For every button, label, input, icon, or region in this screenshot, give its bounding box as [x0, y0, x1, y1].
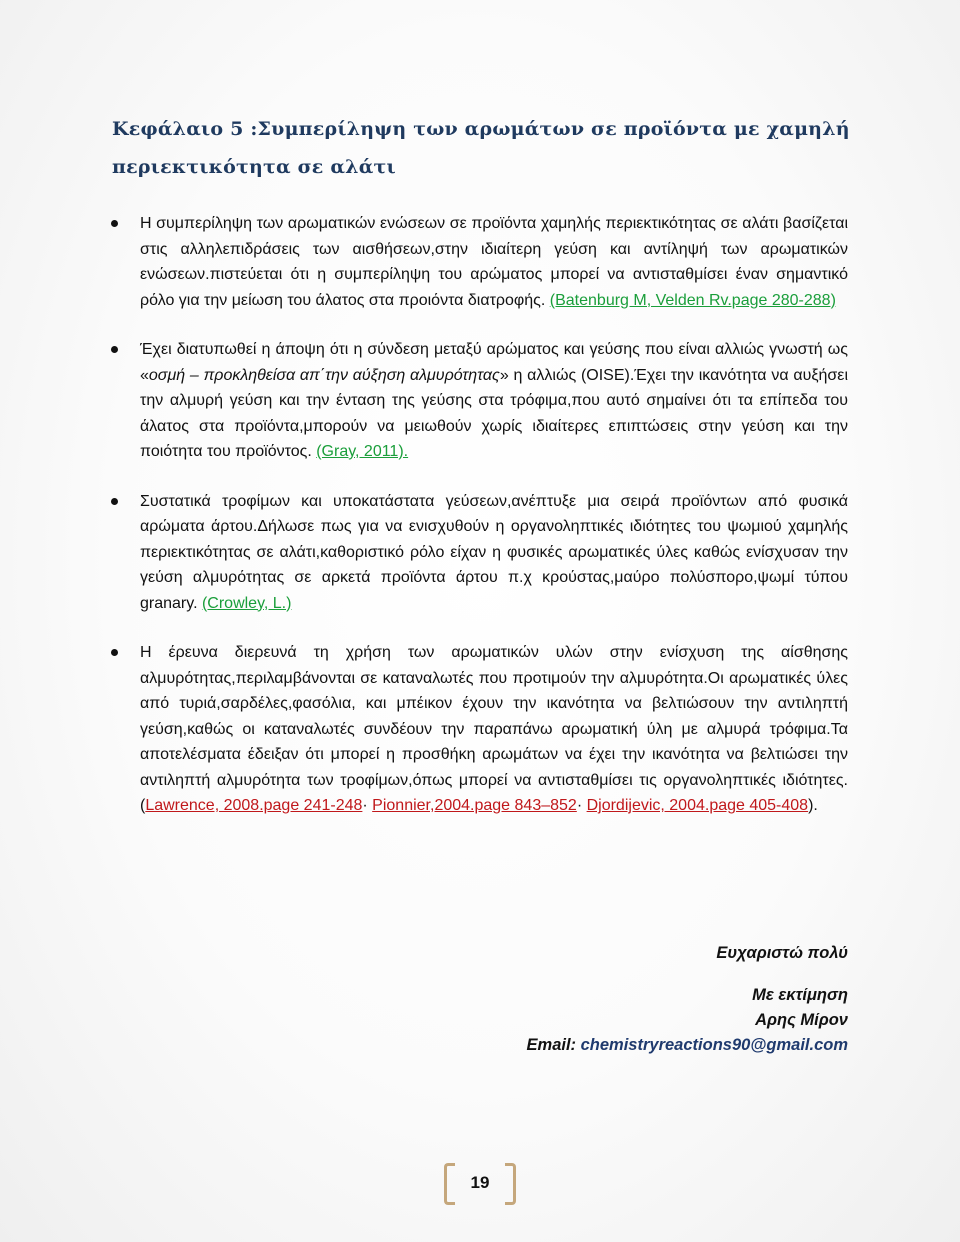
bullet-item [140, 640, 848, 819]
email-link[interactable]: chemistryreactions90@gmail.com [580, 1036, 848, 1054]
reference-link[interactable]: (Batenburg M, Velden Rv.page 280-288) [549, 291, 836, 309]
bullet-item [140, 337, 848, 465]
reference-link[interactable]: Djordijevic, 2004.page 405-408 [586, 797, 809, 814]
bullet-text: » η αλλιώς (OISE).Έχει την ικανότητα να αυξήσει την αλμυρή γεύση και την ένταση της γεύσης στα τρόφιμα,που αυτό σημαίνει ότι τα επίπεδα του άλατος στα προϊόντα,μπορούν να μειωθούν χωρίς ιδιαίτερες επιπτώσεις στην γεύση και την ποιότητα του προϊόντος. [140, 366, 848, 460]
bullet-item [140, 211, 848, 313]
reference-link[interactable]: Lawrence, 2008.page 241-248 [145, 797, 363, 814]
closing-thanks: Ευχαριστώ πολύ [716, 944, 848, 962]
email-label: Email: [526, 1036, 581, 1054]
closing-regards: Με εκτίμηση [752, 986, 848, 1004]
page-number: 19 [470, 1173, 490, 1192]
bullet-item [140, 489, 848, 617]
bullet-text: Έχει διατυπωθεί η άποψη ότι η σύνδεση μεταξύ αρώματος και γεύσης που είναι αλλιώς γνωστή ως « [140, 341, 848, 384]
reference-separator: · [362, 797, 373, 814]
chapter-title: Κεφάλαιο 5 :Συμπερίληψη των αρωμάτων σε προϊόντα με χαμηλή περιεκτικότητα σε αλάτι [112, 118, 850, 178]
bullet-list [140, 211, 848, 843]
bullet-text: Η συμπερίληψη των αρωματικών ενώσεων σε προϊόντα χαμηλής περιεκτικότητας σε αλάτι βασίζεται στις αλληλεπιδράσεις των αισθήσεων,στην ιδιαίτερη γεύση και αντίληψή των αρωματικών ενώσεων.πιστεύεται ότι η συμπερίληψη του αρώματος μπορεί να αντισταθμίσει έναν σημαντικό ρόλο για την μείωση του άλατος στα προιόντα διατροφής. [140, 215, 848, 309]
reference-link[interactable]: Pionnier,2004.page 843–852 [372, 797, 577, 814]
reference-separator: · [576, 797, 587, 814]
bullet-text: Συστατικά τροφίμων και υποκατάστατα γεύσεων,ανέπτυξε μια σειρά προϊόντων από φυσικά αρώματα άρτου.Δήλωσε πως για να ενισχυθούν η οργανοληπτικές ιδιότητες του ψωμιού χαμηλής περιεκτικότητας σε αλάτι,καθοριστικό ρόλο είχαν η φυσικές αρωματικές ύλες καθώς ενίσχυσαν την γεύση αλμυρότητας σε αρκετά προϊόντα άρτου π.χ κρούστας,μαύρο πολύσπορο,ψωμί τύπου granary. [140, 492, 848, 612]
author-name: Αρης Μίρον [755, 1011, 848, 1029]
page-number-box [444, 1163, 516, 1201]
reference-link[interactable]: (Crowley, L.) [201, 594, 292, 612]
bullet-text: Η έρευνα διερευνά τη χρήση των αρωματικών υλών στην ενίσχυση της αίσθησης αλμυρότητας,περιλαμβάνονται σε καταναλωτές που προτιμούν την αλμυρότητα.Οι αρωματικές ύλες από τυριά,σαρδέλες,φασόλια, και μπέικον έχουν την ικανότητα να βελτιώσουν την αντιληπτή γεύση,καθώς οι καταναλωτές συνδέουν την παραπάνω αρωματική ύλη με αλμυρά τρόφιμα.Τα αποτελέσματα έδειξαν ότι μπορεί η προσθήκη αρωμάτων να έχει την ικανότητα να βελτιώσει την αντιληπτή αλμυρότητα των τροφίμων,όπως μπορεί να αντισταθμίσει τις οργανοληπτικές ιδιότητες.( [140, 644, 848, 814]
email-line [527, 1036, 848, 1055]
bullet-italic-phrase: οσμή – προκληθείσα απ΄την αύξηση αλμυρότητας [148, 366, 500, 384]
bullet-text-end: ). [808, 797, 818, 814]
reference-link[interactable]: (Gray, 2011). [316, 443, 409, 460]
